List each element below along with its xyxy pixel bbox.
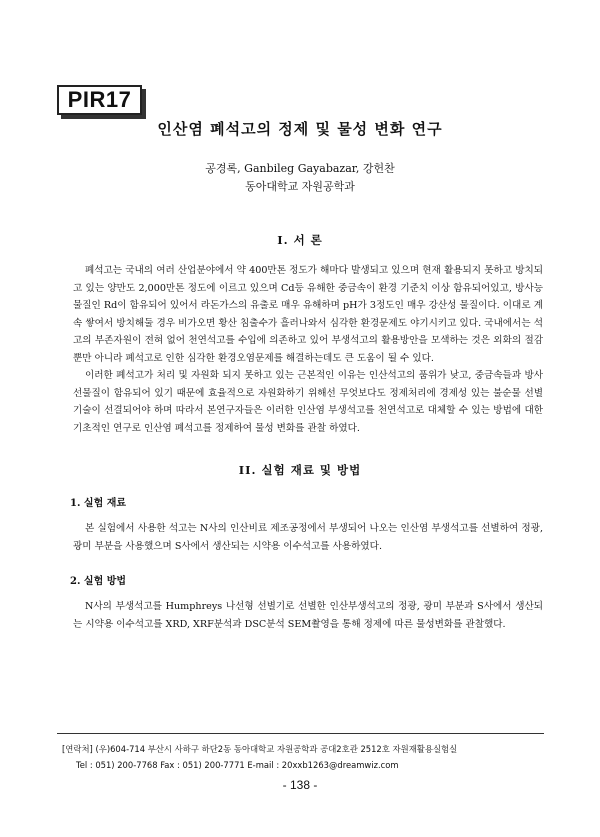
subsection-heading-methods: 2. 실험 방법 [70,576,127,587]
author-affiliation: 동아대학교 자원공학과 [245,180,355,193]
paper-title: 인산염 폐석고의 정제 및 물성 변화 연구 [157,120,443,138]
author-block [0,160,600,196]
methods-body [73,598,543,633]
contact-phone-email: Tel : 051) 200-7768 Fax : 051) 200-7771 E-mail : 20xxb1263@dreamwiz.com [76,760,399,770]
methods-paragraph: N사의 부생석고를 Humphreys 나선형 선별기로 선별한 인산부생석고의 정광, 광미 부분과 S사에서 생산되는 시약용 이수석고를 XRD, XRF분석과 DSC분석 SEM촬영을 통해 정제에 따른 물성변화를 관찰했다. [73,601,543,630]
footer-divider [57,733,544,734]
materials-body [73,520,543,555]
paper-id-badge: PIR17 [57,85,142,115]
intro-paragraph-2: 이러한 폐석고가 처리 및 자원화 되지 못하고 있는 근본적인 이유는 인산석고의 품위가 낮고, 중금속들과 방사선물질이 함유되어 있기 때문에 효율적으로 자원화하기 위해선 무엇보다도 정제처리에 경제성 있는 불순물 선별 기술이 선결되어야 하며 따라서 본연구자들은 이러한 인산염 부생석고를 천연석고로 대체할 수 있는 방법에 대한 기초적인 연구로 인산염 폐석고를 정제하여 물성 변화를 관찰 하였다. [73,370,543,434]
materials-paragraph: 본 실험에서 사용한 석고는 N사의 인산비료 제조공정에서 부생되어 나오는 인산염 부생석고를 선별하여 정광, 광미 부분을 사용했으며 S사에서 생산되는 시약용 이수석고를 사용하였다. [73,523,543,552]
subsection-heading-materials: 1. 실험 재료 [70,498,127,509]
page-number: - 138 - [282,778,318,792]
section-heading-methods: II. 실험 재료 및 방법 [238,463,362,477]
author-names: 공경록, Ganbileg Gayabazar, 강헌찬 [205,162,395,175]
intro-body [73,262,543,437]
intro-paragraph-1: 폐석고는 국내의 여러 산업분야에서 약 400만톤 정도가 해마다 발생되고 있으며 현재 활용되지 못하고 방치되고 있는 양만도 2,000만톤 정도에 이르고 있으며 Cd등 유해한 중금속이 환경 기준치 이상 함유되어있고, 방사능 물질인 Rd이 함유되어 있어서 라돈가스의 유출로 매우 유해하며 pH가 3정도인 매우 강산성 물질이다. 이대로 계속 쌓여서 방치해둘 경우 비가오면 황산 침출수가 흘러나와서 심각한 환경문제도 야기시키고 있다. 국내에서는 석고의 부존자원이 전혀 없어 천연석고를 수입에 의존하고 있어 부생석고의 활용방안을 모색하는 것은 외화의 절감뿐만 아니라 폐석고로 인한 심각한 환경오염문제를 해결하는데도 큰 도움이 될 수 있다. [73,265,543,364]
section-heading-intro: I. 서 론 [277,233,323,247]
contact-info [62,741,457,773]
contact-address: [연락처] (우)604-714 부산시 사하구 하단2동 동아대학교 자원공학과 공대2호관 2512호 자원재활용실험실 [62,744,458,754]
